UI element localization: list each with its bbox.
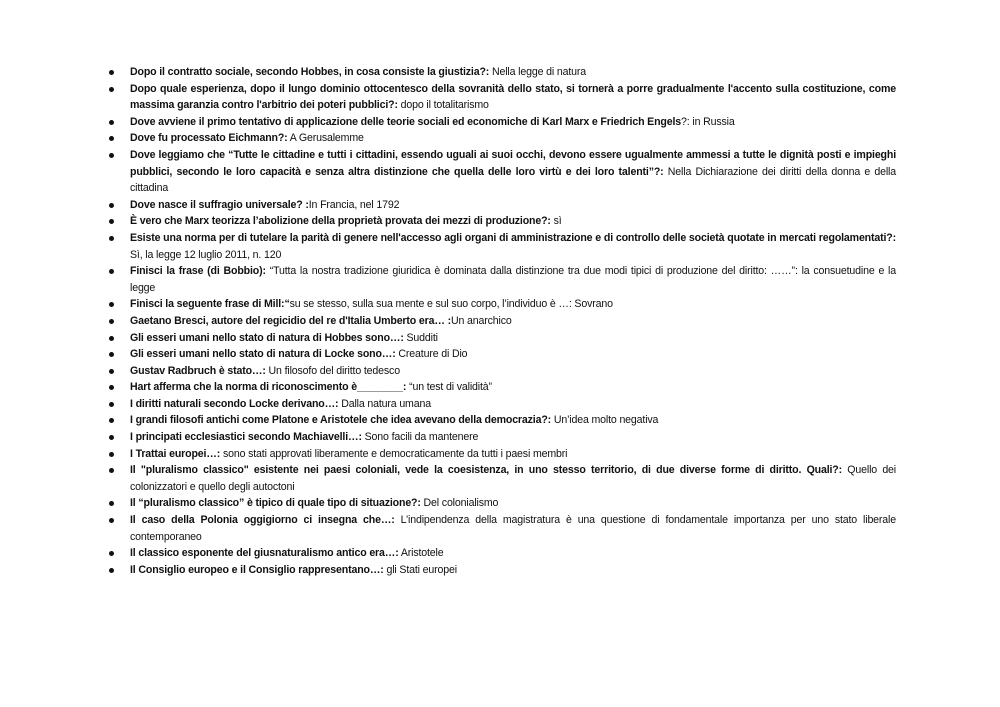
answer-text: Sì, la legge 12 luglio 2011, n. 120	[130, 248, 282, 261]
bullet-icon	[109, 518, 114, 523]
question-text: I grandi filosofi antichi come Platone e Aristotele che idea avevano della democrazia?:	[130, 414, 552, 427]
bullet-icon	[109, 136, 114, 141]
answer-text: “un test di validità”	[406, 381, 492, 394]
question-text: Il Consiglio europeo e il Consiglio rappresentano…:	[130, 563, 384, 576]
question-text: Il caso della Polonia oggigiorno ci insegna che…:	[130, 514, 395, 527]
answer-text: Sudditi	[403, 331, 438, 344]
answer-text: In Francia, nel 1792	[308, 198, 400, 211]
question-text: Il “pluralismo classico” è tipico di quale tipo di situazione?:	[130, 497, 421, 510]
question-text: Dopo il contratto sociale, secondo Hobbes, in cosa consiste la giustizia?:	[130, 66, 490, 78]
question-text: I diritti naturali secondo Locke derivano…:	[130, 397, 339, 410]
list-item	[108, 64, 896, 81]
answer-text: Nella Dichiarazione dei diritti della donna e della cittadina	[130, 165, 896, 195]
bullet-icon	[109, 236, 114, 241]
list-item	[108, 396, 896, 413]
list-item	[108, 197, 896, 214]
list-item	[108, 114, 896, 131]
answer-text: A Gerusalemme	[287, 132, 364, 145]
answer-text: ?: in Russia	[681, 115, 735, 128]
answer-text: Nella legge di natura	[489, 66, 586, 78]
list-item	[108, 363, 896, 380]
bullet-icon	[109, 435, 114, 440]
answer-text: Del colonialismo	[420, 497, 499, 510]
bullet-icon	[109, 551, 114, 556]
bullet-icon	[109, 319, 114, 324]
bullet-icon	[109, 369, 114, 374]
answer-text: dopo il totalitarismo	[397, 99, 489, 112]
answer-text: Quello dei colonizzatori e quello degli autoctoni	[130, 464, 897, 493]
question-text: Esiste una norma per di tutelare la parità di genere nell'accesso agli organi di amministrazione e di controllo delle società quotate in mercati regolamentati?:	[130, 231, 896, 244]
bullet-icon	[109, 402, 114, 407]
answer-text: “Tutta la nostra tradizione giuridica è dominata dalla distinzione tra due modi tipici di produzione del diritto: ……”: la consuetudine e la legge	[130, 265, 896, 294]
question-text: Il "pluralismo classico" esistente nei paesi coloniali, vede la coesistenza, in uno stesso territorio, di due diverse forme di diritto. Quali?:	[130, 464, 843, 477]
list-item	[108, 495, 896, 512]
answer-text: Sono facili da mantenere	[361, 431, 479, 444]
bullet-icon	[109, 568, 114, 573]
question-text: Finisci la frase (di Bobbio):	[130, 265, 266, 278]
question-text: Dopo quale esperienza, dopo il lungo dominio ottocentesco della sovranità dello stato, si tornerà a porre gradualmente l'accento sulla costituzione, come massima garanzia contro l'arbitrio dei poteri pubblici?:	[130, 82, 896, 112]
list-item	[108, 263, 896, 296]
bullet-icon	[109, 336, 114, 341]
answer-text: gli Stati europei	[383, 563, 457, 576]
list-item	[108, 346, 896, 363]
answer-text: sono stati approvati liberamente e democraticamente da tutti i paesi membri	[220, 447, 568, 460]
list-item	[108, 330, 896, 347]
list-item	[108, 313, 896, 330]
list-item	[108, 147, 896, 197]
bullet-icon	[109, 120, 114, 125]
bullet-icon	[109, 153, 114, 158]
question-text: I Trattai europei…:	[130, 447, 221, 460]
question-text: Dove leggiamo che “Tutte le cittadine e tutti i cittadini, essendo uguali ai suoi occhi, devono essere ugualmente ammessi a tutte le dignità posti e impieghi pubblici, secondo le loro capacità e senza altra distinzione che quella delle loro virtù e dei loro talenti”?:	[130, 148, 896, 178]
bullet-icon	[109, 501, 114, 506]
question-text: Gli esseri umani nello stato di natura di Locke sono…:	[130, 348, 396, 361]
list-item	[108, 562, 896, 579]
list-item	[108, 462, 896, 495]
answer-text: su se stesso, sulla sua mente e sul suo corpo, l’individuo è …: Sovrano	[289, 298, 613, 311]
answer-text: Un anarchico	[450, 314, 512, 327]
bullet-icon	[109, 385, 114, 390]
bullet-icon	[109, 203, 114, 208]
list-item	[108, 512, 896, 545]
list-item	[108, 429, 896, 446]
list-item	[108, 412, 896, 429]
list-item	[108, 446, 896, 463]
bullet-icon	[109, 468, 114, 473]
answer-text: Dalla natura umana	[338, 397, 431, 410]
question-text: Gustav Radbruch è stato…:	[130, 364, 266, 377]
list-item	[108, 213, 896, 230]
list-item	[108, 296, 896, 313]
question-text: Gli esseri umani nello stato di natura di Hobbes sono…:	[130, 331, 404, 344]
question-answer-list	[108, 64, 896, 578]
bullet-icon	[109, 70, 114, 75]
bullet-icon	[109, 352, 114, 357]
answer-text: L’indipendenza della magistratura è una questione di fondamentale importanza per uno stato liberale contemporaneo	[130, 514, 896, 543]
answer-text: Un’idea molto negativa	[551, 414, 659, 427]
list-item	[108, 379, 896, 396]
list-item	[108, 545, 896, 562]
list-item	[108, 81, 896, 114]
answer-text: Aristotele	[398, 547, 444, 560]
bullet-icon	[109, 219, 114, 224]
question-text: Dove avviene il primo tentativo di applicazione delle teorie sociali ed economiche di Karl Marx e Friedrich Engels	[130, 115, 682, 128]
bullet-icon	[109, 302, 114, 307]
question-text: Dove fu processato Eichmann?:	[130, 132, 288, 145]
bullet-icon	[109, 452, 114, 457]
question-text: È vero che Marx teorizza l’abolizione della proprietà provata dei mezzi di produzione?:	[130, 215, 551, 228]
list-item	[108, 130, 896, 147]
question-text: Hart afferma che la norma di riconoscimento è________:	[130, 381, 407, 394]
list-item	[108, 230, 896, 263]
answer-text: Un filosofo del diritto tedesco	[265, 364, 400, 377]
question-text: Gaetano Bresci, autore del regicidio del re d'Italia Umberto era… :	[130, 314, 451, 327]
answer-text: sì	[550, 215, 562, 228]
question-text: I principati ecclesiastici secondo Machiavelli…:	[130, 431, 362, 444]
bullet-icon	[109, 418, 114, 423]
bullet-icon	[109, 87, 114, 92]
question-text: Il classico esponente del giusnaturalismo antico era…:	[130, 547, 399, 560]
bullet-icon	[109, 269, 114, 274]
question-text: Finisci la seguente frase di Mill:“	[130, 298, 290, 311]
answer-text: Creature di Dio	[395, 348, 468, 361]
question-text: Dove nasce il suffragio universale? :	[130, 198, 309, 211]
